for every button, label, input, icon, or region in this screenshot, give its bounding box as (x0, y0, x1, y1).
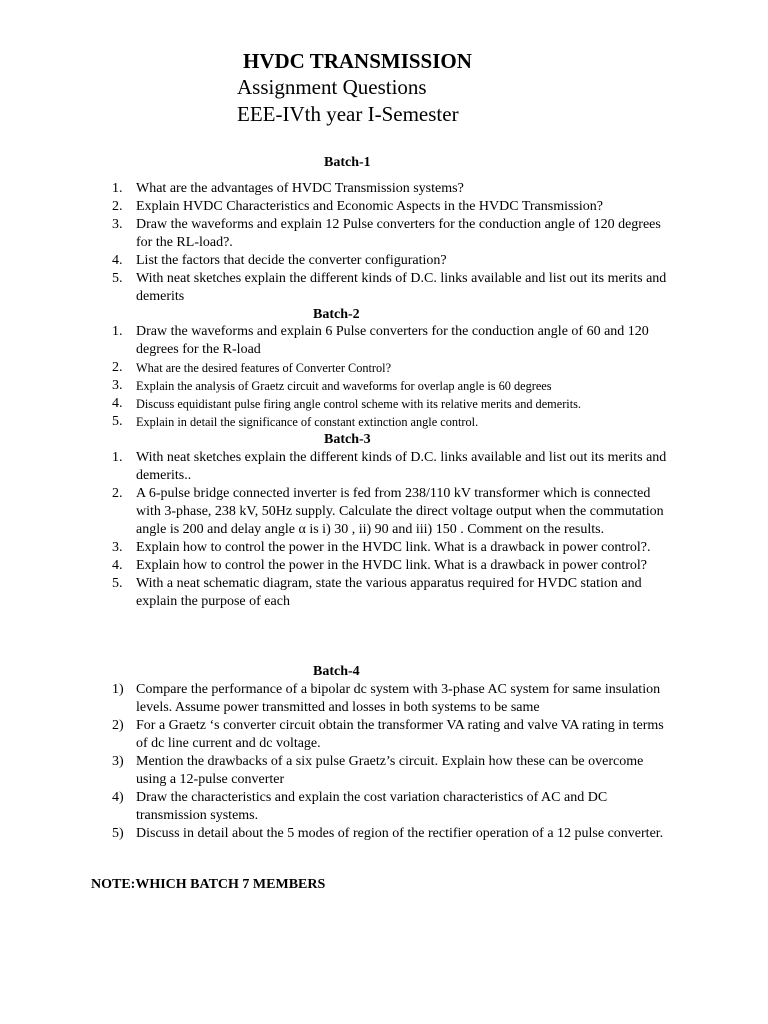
question-number: 4) (112, 790, 124, 805)
question-text: With neat sketches explain the different kinds of D.C. links available and list out its merits and demerits.. (136, 450, 667, 483)
question-text: Discuss in detail about the 5 modes of region of the rectifier operation of a 12 pulse converter. (136, 826, 664, 841)
question-item (0, 252, 676, 270)
question-number: 2. (112, 199, 123, 214)
question-number: 1. (112, 324, 123, 339)
question-text: Explain HVDC Characteristics and Economic Aspects in the HVDC Transmission? (136, 199, 603, 214)
question-number: 1) (112, 682, 124, 697)
question-item (0, 359, 676, 377)
question-text: Draw the waveforms and explain 6 Pulse converters for the conduction angle of 60 and 120 degrees for the R-load (136, 324, 649, 357)
document-semester: EEE-IVth year I-Semester (237, 102, 459, 126)
question-number: 3. (112, 217, 123, 232)
question-text: What are the desired features of Converter Control? (136, 361, 392, 375)
question-text: With a neat schematic diagram, state the various apparatus required for HVDC station and explain the purpose of each (136, 576, 642, 609)
question-text: Compare the performance of a bipolar dc system with 3-phase AC system for same insulation levels. Assume power transmitted and losses in both systems to be same (136, 682, 661, 715)
batch-1-questions (0, 180, 768, 306)
question-item (0, 825, 676, 843)
question-number: 4. (112, 253, 123, 268)
question-text: Explain the analysis of Graetz circuit and waveforms for overlap angle is 60 degrees (136, 379, 552, 393)
question-text: What are the advantages of HVDC Transmission systems? (136, 181, 464, 196)
document-title: HVDC TRANSMISSION (243, 49, 472, 73)
question-item (0, 557, 676, 575)
question-item (0, 180, 676, 198)
question-text: With neat sketches explain the different kinds of D.C. links available and list out its merits and demerits (136, 271, 667, 304)
question-item (0, 717, 676, 753)
question-number: 4. (112, 558, 123, 573)
question-item (0, 198, 676, 216)
question-number: 5. (112, 271, 123, 286)
question-text: A 6-pulse bridge connected inverter is fed from 238/110 kV transformer which is connected with 3-phase, 238 kV, 50Hz supply. Calculate the direct voltage output when the commutation angle is 200 and delay angle α is i) 30 , ii) 90 and iii) 150 . Comment on the results. (136, 486, 664, 537)
question-number: 2. (112, 360, 123, 375)
question-number: 5) (112, 826, 124, 841)
question-item (0, 270, 676, 306)
question-item (0, 377, 676, 395)
question-item (0, 539, 676, 557)
question-number: 4. (112, 396, 123, 411)
question-item (0, 413, 676, 431)
batch-1-heading: Batch-1 (324, 155, 371, 170)
question-number: 2) (112, 718, 124, 733)
question-text: Draw the characteristics and explain the cost variation characteristics of AC and DC transmission systems. (136, 790, 608, 823)
question-number: 3. (112, 540, 123, 555)
batch-4-questions (0, 681, 768, 843)
question-item (0, 216, 676, 252)
batch-3-heading: Batch-3 (324, 432, 371, 447)
question-number: 3) (112, 754, 124, 769)
question-text: Explain how to control the power in the HVDC link. What is a drawback in power control? (136, 558, 648, 573)
question-text: List the factors that decide the converter configuration? (136, 253, 447, 268)
question-text: Explain in detail the significance of constant extinction angle control. (136, 415, 479, 429)
question-text: Draw the waveforms and explain 12 Pulse converters for the conduction angle of 120 degrees for the RL-load?. (136, 217, 661, 250)
batch-3-questions (0, 449, 768, 611)
question-number: 2. (112, 486, 123, 501)
batch-2-heading: Batch-2 (313, 307, 360, 322)
question-number: 5. (112, 414, 123, 429)
document-subtitle: Assignment Questions (237, 75, 427, 99)
question-number: 1. (112, 181, 123, 196)
batch-4-heading: Batch-4 (313, 664, 360, 679)
batch-2-questions (0, 323, 768, 431)
question-item (0, 575, 676, 611)
question-item (0, 789, 676, 825)
question-item (0, 681, 676, 717)
question-item (0, 395, 676, 413)
question-text: Discuss equidistant pulse firing angle control scheme with its relative merits and demerits. (136, 397, 581, 411)
question-number: 3. (112, 378, 123, 393)
question-item (0, 485, 676, 539)
question-item (0, 449, 676, 485)
question-number: 5. (112, 576, 123, 591)
question-item (0, 753, 676, 789)
question-text: Explain how to control the power in the HVDC link. What is a drawback in power control?. (136, 540, 651, 555)
question-text: Mention the drawbacks of a six pulse Graetz’s circuit. Explain how these can be overcome using a 12-pulse converter (136, 754, 644, 787)
question-number: 1. (112, 450, 123, 465)
question-item (0, 323, 676, 359)
question-text: For a Graetz ‘s converter circuit obtain the transformer VA rating and valve VA rating in terms of dc line current and dc voltage. (136, 718, 664, 751)
batch-note: NOTE:WHICH BATCH 7 MEMBERS (91, 877, 326, 892)
